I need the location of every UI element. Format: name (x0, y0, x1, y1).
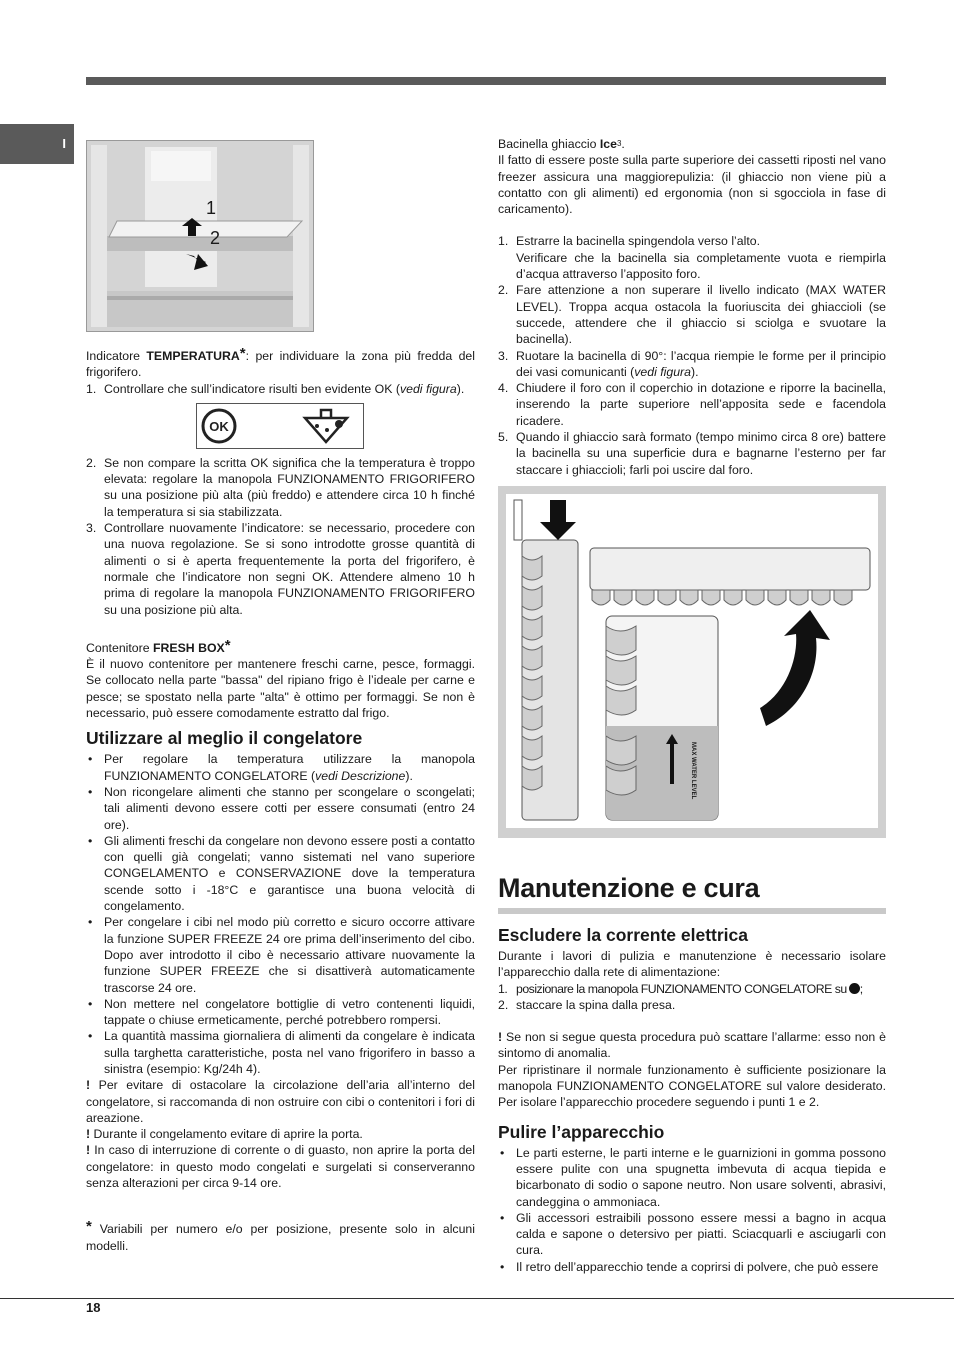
header-rule (86, 77, 886, 85)
warning: ! Durante il congelamento evitare di aprire la porta. (86, 1127, 363, 1142)
list-item: 2. staccare la spina dalla presa. (498, 997, 676, 1012)
ice-intro: Il fatto di essere poste sulla parte superiore dei cassetti riposti nel vano freezer assicura una maggiorepulizia: (il ghiaccio non viene più a contatto con gli alimenti) ed ergonomia (non si sgocciola in fase di caricamento). (498, 153, 886, 217)
list-item: • Le parti esterne, le parti interne e le guarnizioni in gomma possono essere pulite con una spugnetta imbevuta di acqua tiepida e bicarbonato di sodio o sapone neutro. Non usare solventi, abrasivi, candeggina o ammoniaca. (500, 1145, 886, 1209)
right-column (498, 136, 886, 1275)
list-item: • Gli alimenti freschi da congelare non devono essere posti a contatto con quelli già congelati; vanno sistemati nel vano superiore CONGELAMENTO e CONSERVAZIONE dove la temperatura scende sotto i -18°C e garantisce una buona velocità di congelamento. (88, 833, 475, 914)
arrow-up-icon (182, 218, 202, 236)
maintenance-title: Manutenzione e cura (498, 872, 760, 903)
list-item: 2. Se non compare la scritta OK significa che la temperatura è troppo elevata: regolare la manopola FUNZIONAMENTO FRIGORIFERO su una posizione più alta (più freddo) e attendere circa 10 h finché la temperatura si sia stabilizzata. (86, 455, 475, 519)
left-column (86, 140, 475, 1254)
power-heading: Escludere la corrente elettrica (498, 924, 748, 945)
freezer-tips (86, 751, 475, 1077)
svg-text:OK: OK (209, 418, 229, 434)
fig-label-2: 2 (210, 228, 221, 248)
power-intro: Durante i lavori di pulizia e manutenzione è necessario isolare l’apparecchio dalla rete di alimentazione: (498, 948, 886, 980)
list-item: 5. Quando il ghiaccio sarà formato (tempo minimo circa 8 ore) battere la bacinella su una superficie dura e bagnarne l’esterno per far staccare i ghiaccioli; farli poi uscire dal foro. (498, 430, 886, 477)
ice-steps (498, 233, 886, 477)
ice-tray-figure (498, 486, 886, 838)
list-item: • Non ricongelare alimenti che stanno per scongelare o scongelati; tali alimenti devono essere cotti per essere consumati (entro 24 ore). (88, 784, 475, 832)
list-item: 4. Chiudere il foro con il coperchio in dotazione e riporre la bacinella, inserendo la parte superiore nell’apposita sede e facendola ricadere. (498, 381, 886, 428)
language-tab: I (0, 124, 74, 164)
list-item: 2. Fare attenzione a non superare il livello indicato (MAX WATER LEVEL). Troppa acqua ostacola la fuoriuscita dei ghiaccioli (se succede, attendere che il ghiaccio si sciolga e svuotare la bacinella). (498, 283, 886, 347)
temp-steps (86, 381, 475, 397)
list-item: • Non mettere nel congelatore bottiglie di vetro contenenti liquidi, tappate o chiuse ermeticamente, perché potrebbero rompersi. (88, 996, 475, 1028)
warning: ! Per evitare di ostacolare la circolazione dell’aria all’interno del congelatore, si raccomanda di non ostruire con cibi o contenitori i fori di areazione. (86, 1078, 475, 1125)
list-item: • Il retro dell’apparecchio tende a coprirsi di polvere, che può essere (500, 1259, 879, 1274)
list-item: 3. Controllare nuovamente l’indicatore: se necessario, procedere con una nuova regolazione. Se si sono introdotte grosse quantità di alimenti o si è aperta frequentemente la porta del frigorifero, è normale che l’indicatore non segni OK. Attendere almeno 10 h prima di regolare la manopola FUNZIONAMENTO FRIGORIFERO su una posizione più alta. (86, 521, 475, 617)
warning: ! In caso di interruzione di corrente o di guasto, non aprire la porta del congelatore: in questo modo congelati e surgelati si conserveranno senza alterazioni per circa 9-14 ore. (86, 1143, 475, 1191)
knob-icon (849, 983, 860, 994)
list-item: • La quantità massima giornaliera di alimenti da congelare è indicata sulla targhetta caratteristiche, posta nel vano frigorifero in basso a sinistra (esempio: Kg/24h 4). (88, 1029, 475, 1076)
temp-intro: Indicatore TEMPERATURA*: per individuare la zona più fredda del frigorifero. (86, 345, 475, 380)
freezer-heading: Utilizzare al meglio il congelatore (86, 728, 363, 749)
temp-steps-cont (86, 455, 475, 618)
freshbox-text: È il nuovo contenitore per mantenere freschi carne, pesce, formaggi. Se collocato nella parte "bassa" del ripiano frigo è l’ideale per carne e pesce; se spostato nella parte "alta" è ottimo per formaggi. Se non è necessario, può essere comodamente estratto dal frigo. (86, 657, 475, 721)
warning: ! Se non si segue questa procedura può scattare l’allarme: esso non è sintomo di anomalia. (498, 1030, 886, 1061)
cleaning-tips (498, 1145, 886, 1275)
list-item: 3. Ruotare la bacinella di 90°: l’acqua riempie le forme per il principio dei vasi comunicanti (vedi figura). (498, 348, 886, 379)
max-water-level-label: MAX WATER LEVEL (690, 741, 696, 800)
footnote: * Variabili per numero e/o per posizione, presente solo in alcuni modelli. (86, 1218, 475, 1253)
ice-heading: Bacinella ghiaccio Ice$^3$. (498, 137, 625, 151)
list-item: • Gli accessori estraibili possono essere messi a bagno in acqua calda e sapone o detersivo per piatti. Sciacquarli e asciugarli con cura. (500, 1210, 886, 1258)
power-steps (498, 981, 886, 1014)
ok-indicator-illustration (197, 404, 363, 448)
title-rule (498, 908, 886, 914)
ok-indicator-figure (196, 403, 364, 449)
list-item: 1. Controllare che sull’indicatore risulti ben evidente OK (vedi figura). (86, 381, 465, 396)
page-number: 18 (86, 1300, 101, 1315)
cleaning-heading: Pulire l’apparecchio (498, 1121, 665, 1142)
restore-text: Per ripristinare il normale funzionamento è sufficiente posizionare la manopola FUNZIONAMENTO CONGELATORE sul valore desiderato. Per isolare l’apparecchio procedere seguendo i punti 1 e 2. (498, 1062, 886, 1110)
fig-label-1: 1 (206, 198, 217, 218)
freshbox-heading: Contenitore FRESH BOX* (86, 636, 231, 655)
list-item: • Per regolare la temperatura utilizzare la manopola FUNZIONAMENTO CONGELATORE (vedi Descrizione). (88, 752, 475, 783)
list-item: 1. Estrarre la bacinella spingendola verso l’alto. Verificare che la bacinella sia completamente vuota e riempirla d’acqua attraverso l’apposito foro. (498, 234, 886, 282)
list-item: 1. posizionare la manopola FUNZIONAMENTO CONGELATORE su ; (498, 981, 863, 996)
footer-rule (0, 1298, 954, 1299)
list-item: • Per congelare i cibi nel modo più corretto e sicuro occorre attivare la funzione SUPER FREEZE 24 ore prima dell’inserimento del cibo. Dopo aver introdotto il cibo è necessario attivare nuovamente la funzione SUPER FREEZE che si disattiverà automaticamente trascorse 24 ore. (88, 915, 475, 995)
